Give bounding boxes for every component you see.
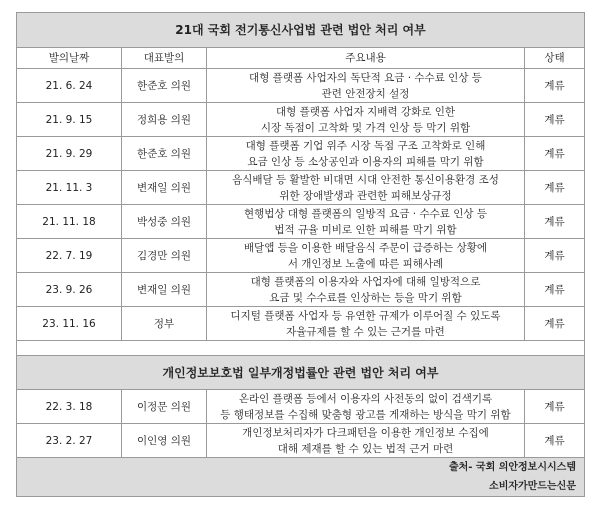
- content-cell: [207, 273, 525, 307]
- content-line: 관련 안전장치 설정: [321, 87, 410, 100]
- header-content: 주요내용: [207, 48, 525, 69]
- date-cell: 22. 7. 19: [17, 239, 122, 273]
- table-row: [17, 69, 585, 103]
- proposer-cell: 정부: [122, 307, 207, 341]
- footer-publisher: 소비자가만드는신문: [17, 477, 585, 497]
- section-title: 개인정보보호법 일부개정법률안 관련 법안 처리 여부: [17, 356, 585, 390]
- content-line: 개인정보처리자가 다크패턴을 이용한 개인정보 수집에: [242, 426, 489, 439]
- date-cell: 23. 2. 27: [17, 424, 122, 458]
- footer-row: [17, 458, 585, 478]
- table-row: [17, 239, 585, 273]
- status-cell: 계류: [525, 205, 585, 239]
- table-row: [17, 137, 585, 171]
- status-cell: 계류: [525, 424, 585, 458]
- content-line: 위한 장애발생과 관련한 피해보상규정: [279, 189, 452, 202]
- content-cell: [207, 69, 525, 103]
- content-cell: [207, 390, 525, 424]
- date-cell: 21. 9. 15: [17, 103, 122, 137]
- proposer-cell: 한준호 의원: [122, 137, 207, 171]
- proposer-cell: 김경만 의원: [122, 239, 207, 273]
- date-cell: 21. 11. 3: [17, 171, 122, 205]
- header-date: 발의날짜: [17, 48, 122, 69]
- content-line: 법적 규율 미비로 인한 피해를 막기 위함: [274, 223, 457, 236]
- content-line: 등 행태정보를 수집해 맞춤형 광고를 게재하는 방식을 막기 위함: [220, 408, 511, 421]
- content-line: 자율규제를 할 수 있는 근거를 마련: [286, 325, 445, 338]
- footer-source: 출처- 국회 의안정보시시스템: [17, 458, 585, 478]
- table-row: [17, 390, 585, 424]
- content-line: 온라인 플랫폼 등에서 이용자의 사전동의 없이 검색기록: [238, 392, 493, 405]
- date-cell: 23. 11. 16: [17, 307, 122, 341]
- status-cell: 계류: [525, 171, 585, 205]
- date-cell: 21. 9. 29: [17, 137, 122, 171]
- section-title-row: [17, 356, 585, 390]
- proposer-cell: 한준호 의원: [122, 69, 207, 103]
- header-status: 상태: [525, 48, 585, 69]
- status-cell: 계류: [525, 307, 585, 341]
- content-line: 대해 제재를 할 수 있는 법적 근거 마련: [277, 442, 454, 455]
- status-cell: 계류: [525, 137, 585, 171]
- proposer-cell: 박성중 의원: [122, 205, 207, 239]
- status-cell: 계류: [525, 273, 585, 307]
- content-cell: [207, 171, 525, 205]
- proposer-cell: 변재일 의원: [122, 273, 207, 307]
- proposer-cell: 이정문 의원: [122, 390, 207, 424]
- content-line: 서 개인정보 노출에 따른 피해사례: [287, 257, 444, 270]
- content-cell: [207, 239, 525, 273]
- table-title-row: [17, 13, 585, 48]
- table-row: [17, 273, 585, 307]
- content-line: 디지털 플랫폼 사업자 등 유연한 규제가 이루어질 수 있도록: [230, 309, 501, 322]
- footer-row: [17, 477, 585, 497]
- status-cell: 계류: [525, 239, 585, 273]
- status-cell: 계류: [525, 390, 585, 424]
- content-cell: [207, 424, 525, 458]
- table-row: [17, 424, 585, 458]
- proposer-cell: 이인영 의원: [122, 424, 207, 458]
- content-cell: [207, 205, 525, 239]
- content-cell: [207, 307, 525, 341]
- content-line: 대형 플랫폼의 이용자와 사업자에 대해 일방적으로: [250, 275, 481, 288]
- content-line: 대형 플랫폼 사업자 지배력 강화로 인한: [276, 105, 455, 118]
- table-row: [17, 171, 585, 205]
- date-cell: 21. 11. 18: [17, 205, 122, 239]
- date-cell: 23. 9. 26: [17, 273, 122, 307]
- date-cell: 22. 3. 18: [17, 390, 122, 424]
- content-cell: [207, 103, 525, 137]
- header-proposer: 대표발의: [122, 48, 207, 69]
- status-cell: 계류: [525, 103, 585, 137]
- proposer-cell: 변재일 의원: [122, 171, 207, 205]
- table-row: [17, 103, 585, 137]
- content-line: 요금 인상 등 소상공인과 이용자의 피해를 막기 위함: [247, 155, 484, 168]
- content-line: 대형 플랫폼 기업 위주 시장 독점 구조 고착화로 인해: [245, 139, 486, 152]
- content-cell: [207, 137, 525, 171]
- bill-table: [16, 12, 585, 497]
- content-line: 음식배달 등 활발한 비대면 시대 안전한 통신이용환경 조성: [232, 173, 499, 186]
- status-cell: 계류: [525, 69, 585, 103]
- table-title: 21대 국회 전기통신사업법 관련 법안 처리 여부: [17, 13, 585, 48]
- content-line: 배달앱 등을 이용한 배달음식 주문이 급증하는 상황에: [243, 241, 488, 254]
- content-line: 요금 및 수수료를 인상하는 등을 막기 위함: [269, 291, 462, 304]
- table-header-row: [17, 48, 585, 69]
- content-line: 시장 독점이 고착화 및 가격 인상 등 막기 위함: [260, 121, 471, 134]
- table-row: [17, 205, 585, 239]
- bill-status-infographic: [16, 12, 584, 497]
- content-line: 현행법상 대형 플랫폼의 일방적 요금 · 수수료 인상 등: [243, 207, 488, 220]
- proposer-cell: 정희용 의원: [122, 103, 207, 137]
- table-row: [17, 307, 585, 341]
- section-gap: [17, 341, 585, 356]
- date-cell: 21. 6. 24: [17, 69, 122, 103]
- content-line: 대형 플랫폼 사업자의 독단적 요금 · 수수료 인상 등: [249, 71, 482, 84]
